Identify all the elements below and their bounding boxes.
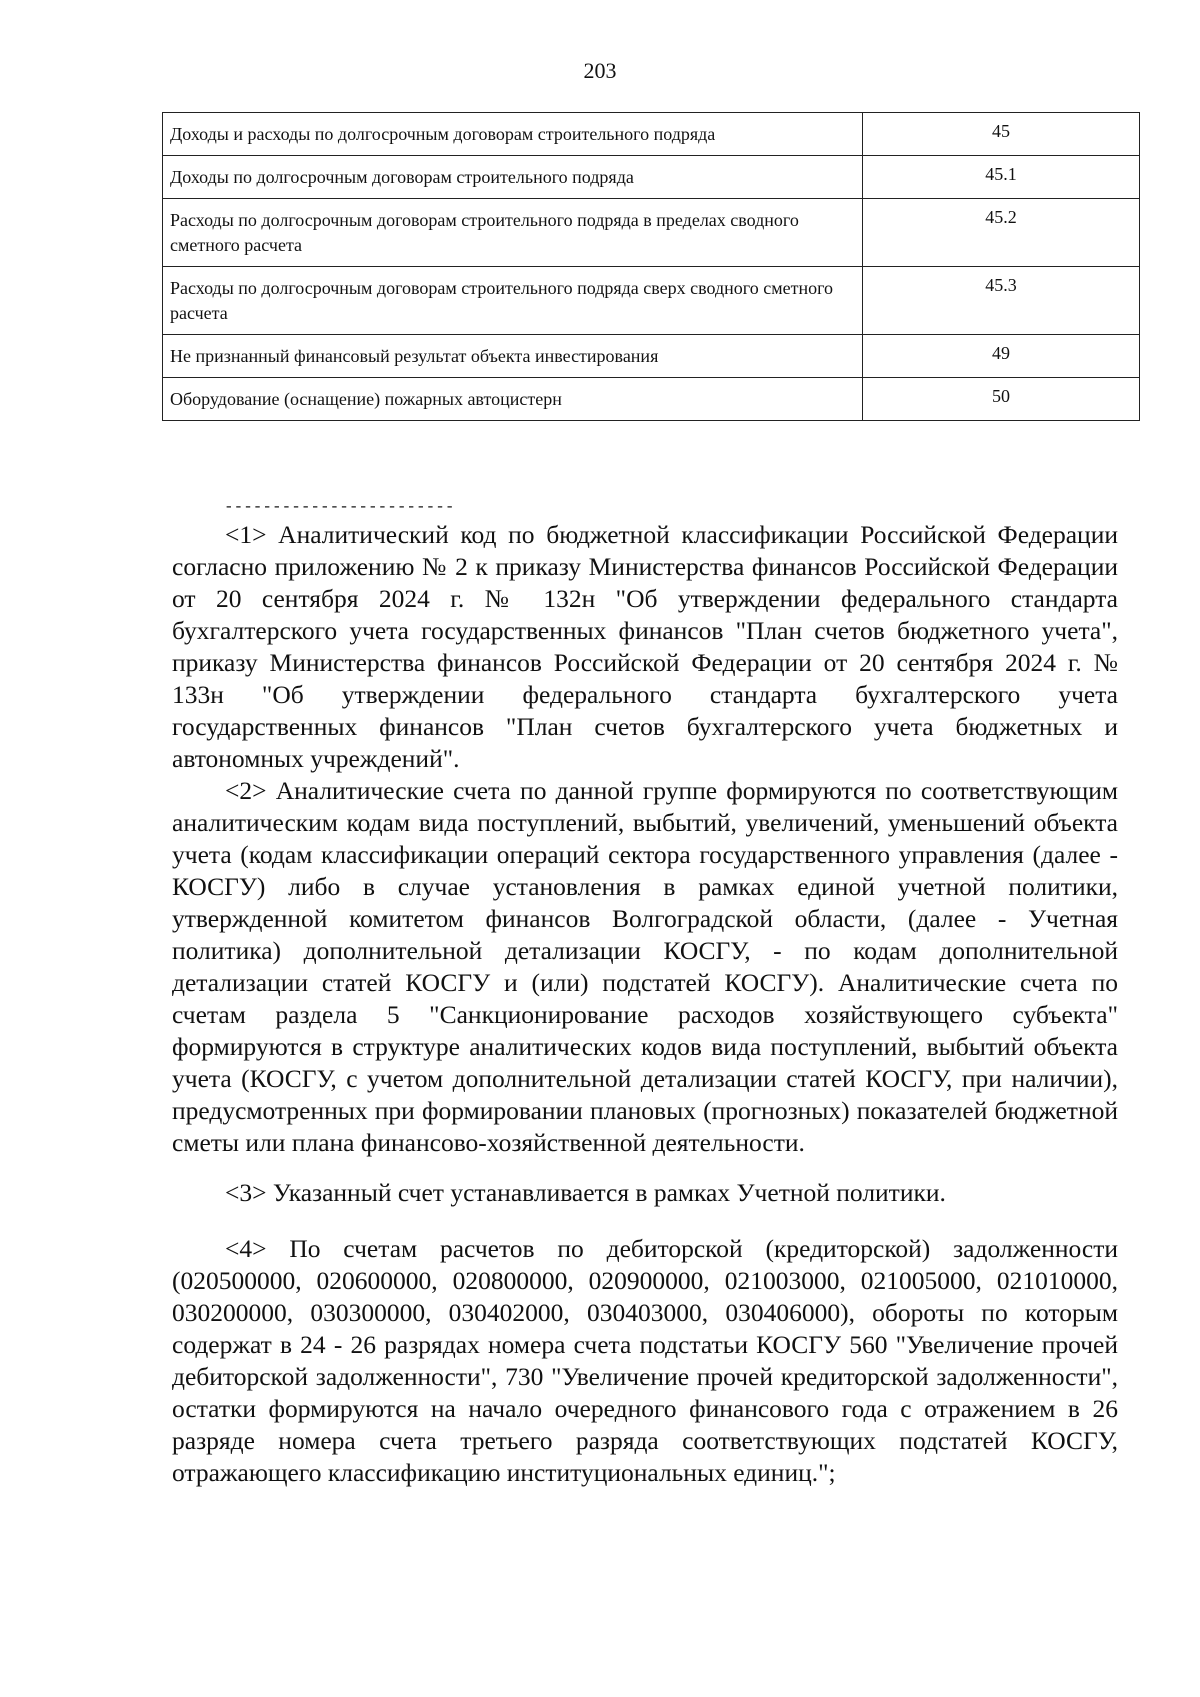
footnote-separator: ------------------------ — [224, 498, 455, 516]
account-name-cell: Расходы по долгосрочным договорам строительного подряда сверх сводного сметного расчета — [163, 267, 863, 335]
accounts-table — [162, 112, 1140, 421]
table-row — [163, 378, 1140, 421]
account-name-cell: Доходы и расходы по долгосрочным договорам строительного подряда — [163, 113, 863, 156]
table-row — [163, 156, 1140, 199]
footnotes — [172, 519, 1118, 1489]
page-number: 203 — [583, 58, 617, 83]
account-code-cell: 49 — [863, 335, 1140, 378]
account-name-cell: Оборудование (оснащение) пожарных автоцистерн — [163, 378, 863, 421]
footnote-3: <3> Указанный счет устанавливается в рамках Учетной политики. — [225, 1178, 946, 1207]
table-row — [163, 113, 1140, 156]
table-row — [163, 199, 1140, 267]
account-code-cell: 45.2 — [863, 199, 1140, 267]
footnote-2: <2> Аналитические счета по данной группе формируются по соответствующим аналитическим кодам вида поступлений, выбытий, увеличений, уменьшений объекта учета (кодам классификации операций сектора государственного управления (далее - КОСГУ) либо в случае установления в рамках единой учетной политики, утвержденной комитетом финансов Волгоградской области, (далее - Учетная политика) дополнительной детализации КОСГУ, - по кодам дополнительной детализации статей КОСГУ и (или) подстатей КОСГУ). Аналитические счета по счетам раздела 5 "Санкционирование расходов хозяйствующего субъекта" формируются в структуре аналитических кодов вида поступлений, выбытий объекта учета (КОСГУ, с учетом дополнительной детализации статей КОСГУ, при наличии), предусмотренных при формировании плановых (прогнозных) показателей бюджетной сметы или плана финансово-хозяйственной деятельности. — [172, 776, 1118, 1157]
account-name-cell: Расходы по долгосрочным договорам строительного подряда в пределах сводного сметного расчета — [163, 199, 863, 267]
table-row — [163, 335, 1140, 378]
account-code-cell: 45.1 — [863, 156, 1140, 199]
table-row — [163, 267, 1140, 335]
account-code-cell: 45.3 — [863, 267, 1140, 335]
account-code-cell: 50 — [863, 378, 1140, 421]
footnote-4: <4> По счетам расчетов по дебиторской (кредиторской) задолженности (020500000, 020600000, 020800000, 020900000, 021003000, 021005000, 021010000, 030200000, 030300000, 030402000, 030403000, 030406000), обороты по которым содержат в 24 - 26 разрядах номера счета подстатьи КОСГУ 560 "Увеличение прочей дебиторской задолженности", 730 "Увеличение прочей кредиторской задолженности", остатки формируются на начало очередного финансового года с отражением в 26 разряде номера счета третьего разряда соответствующих подстатей КОСГУ, отражающего классификацию институциональных единиц."; — [172, 1234, 1118, 1487]
account-name-cell: Не признанный финансовый результат объекта инвестирования — [163, 335, 863, 378]
account-name-cell: Доходы по долгосрочным договорам строительного подряда — [163, 156, 863, 199]
account-code-cell: 45 — [863, 113, 1140, 156]
footnote-1: <1> Аналитический код по бюджетной классификации Российской Федерации согласно приложению № 2 к приказу Министерства финансов Российской Федерации от 20 сентября 2024 г. № 132н "Об утверждении федерального стандарта бухгалтерского учета государственных финансов "План счетов бюджетного учета", приказу Министерства финансов Российской Федерации от 20 сентября 2024 г. № 133н "Об утверждении федерального стандарта бухгалтерского учета государственных финансов "План счетов бухгалтерского учета бюджетных и автономных учреждений". — [172, 520, 1118, 773]
